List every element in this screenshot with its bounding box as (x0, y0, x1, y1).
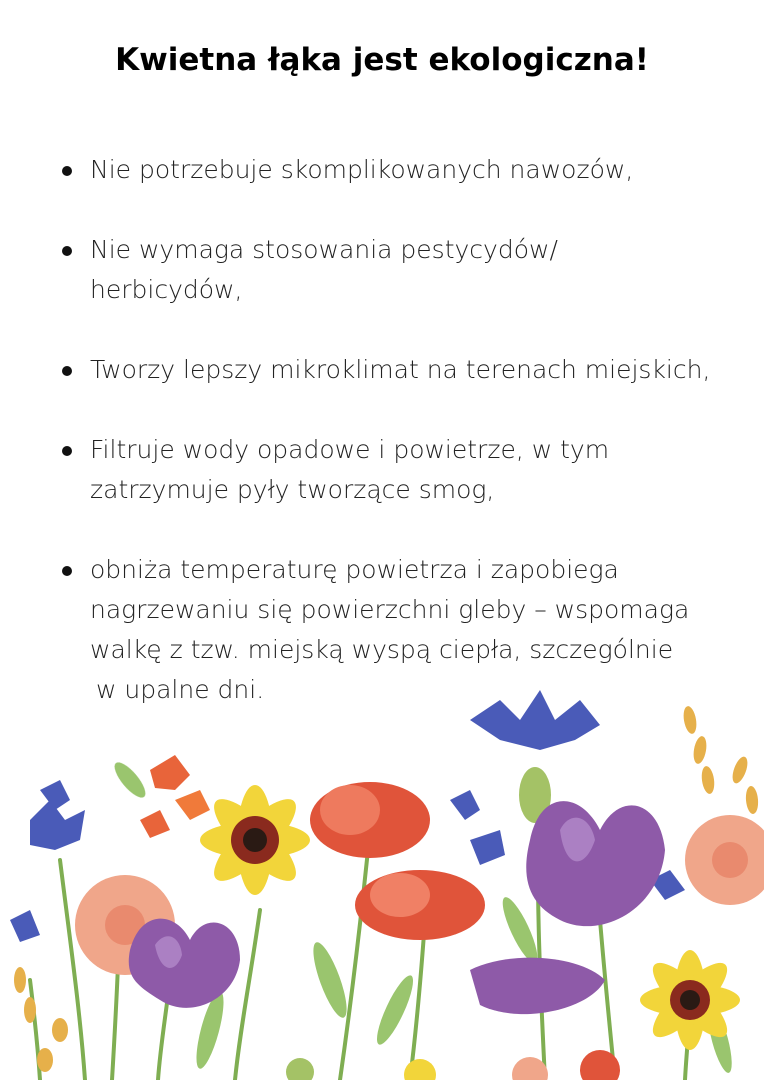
list-item-text: Tworzy lepszy mikroklimat na terenach miejskich, (90, 355, 711, 384)
list-item-text: w upalne dni. (96, 675, 265, 704)
bullet-icon (62, 246, 72, 256)
list-item-text: Nie wymaga stosowania pestycydów/ (90, 235, 558, 264)
page-title: Kwietna łąka jest ekologiczna! (115, 42, 649, 78)
list-item (62, 350, 752, 390)
bullet-icon (62, 366, 72, 376)
list-item-text: obniża temperaturę powietrza i zapobiega (90, 555, 619, 584)
list-item (62, 150, 752, 190)
list-item-text: walkę z tzw. miejską wyspą ciepła, szczególnie (90, 635, 674, 664)
list-item-text: nagrzewaniu się powierzchni gleby – wspomaga (90, 595, 690, 624)
benefits-list (62, 150, 752, 750)
wildflower-meadow-illustration (0, 680, 764, 1080)
list-item-text: Filtruje wody opadowe i powietrze, w tym (90, 435, 610, 464)
list-item-text: Nie potrzebuje skomplikowanych nawozów, (90, 155, 634, 184)
list-item (62, 230, 752, 310)
list-item (62, 430, 752, 510)
bullet-icon (62, 566, 72, 576)
bullet-icon (62, 446, 72, 456)
list-item-text: zatrzymuje pyły tworzące smog, (90, 475, 495, 504)
bullet-icon (62, 166, 72, 176)
list-item-text: herbicydów, (90, 275, 243, 304)
